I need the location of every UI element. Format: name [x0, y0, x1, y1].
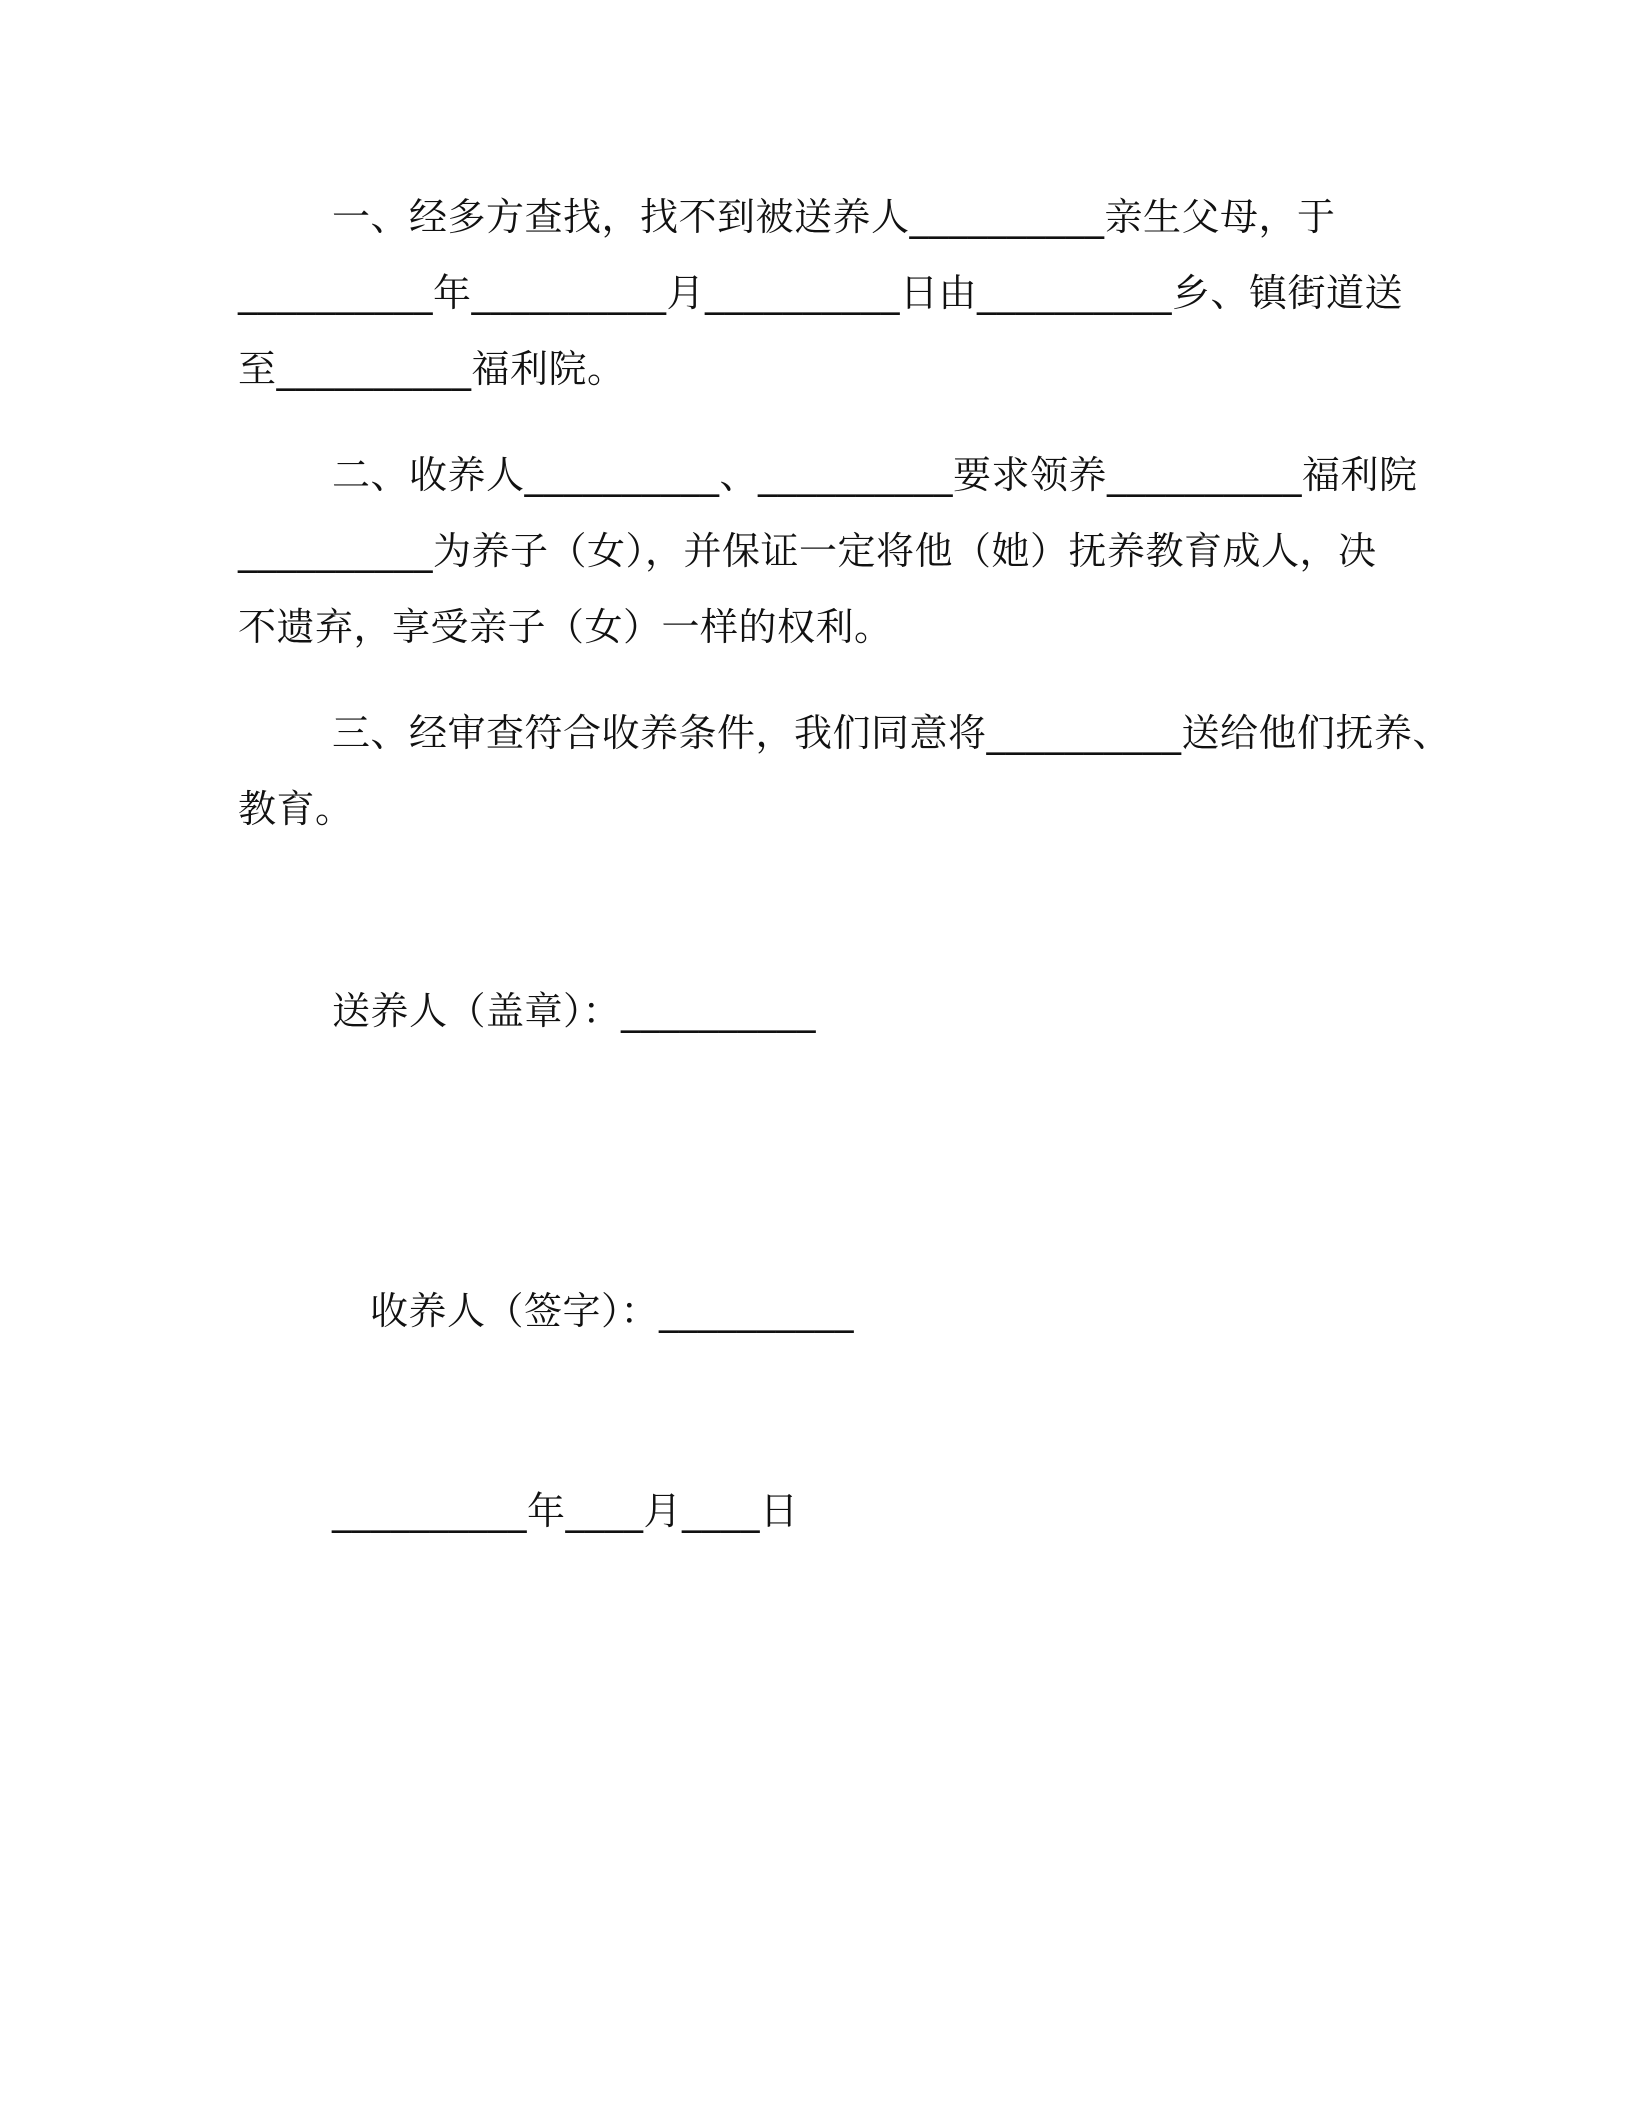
clause-2-line-1: 二、收养人__________、__________要求领养__________福利院: [332, 453, 1418, 497]
clause-1-line-1: 一、经多方查找，找不到被送养人__________亲生父母，于: [332, 195, 1336, 239]
date-line: __________年____月____日: [332, 1489, 799, 1533]
clause-3-line-2: 教育。: [238, 787, 354, 831]
clause-2-line-3: 不遗弃，享受亲子（女）一样的权利。: [238, 605, 893, 649]
clause-1-line-3: 至__________福利院。: [238, 347, 626, 391]
giver-signature-line: 送养人（盖章）：__________: [332, 989, 817, 1033]
clause-3-line-1: 三、经审查符合收养条件，我们同意将__________送给他们抚养、: [332, 711, 1452, 755]
clause-1-line-2: __________年__________月__________日由__________乡、镇街道送: [238, 271, 1404, 315]
adopter-signature-line: 收养人（签字）：__________: [370, 1289, 855, 1333]
clause-2-line-2: __________为养子（女），并保证一定将他（她）抚养教育成人，决: [238, 529, 1377, 573]
